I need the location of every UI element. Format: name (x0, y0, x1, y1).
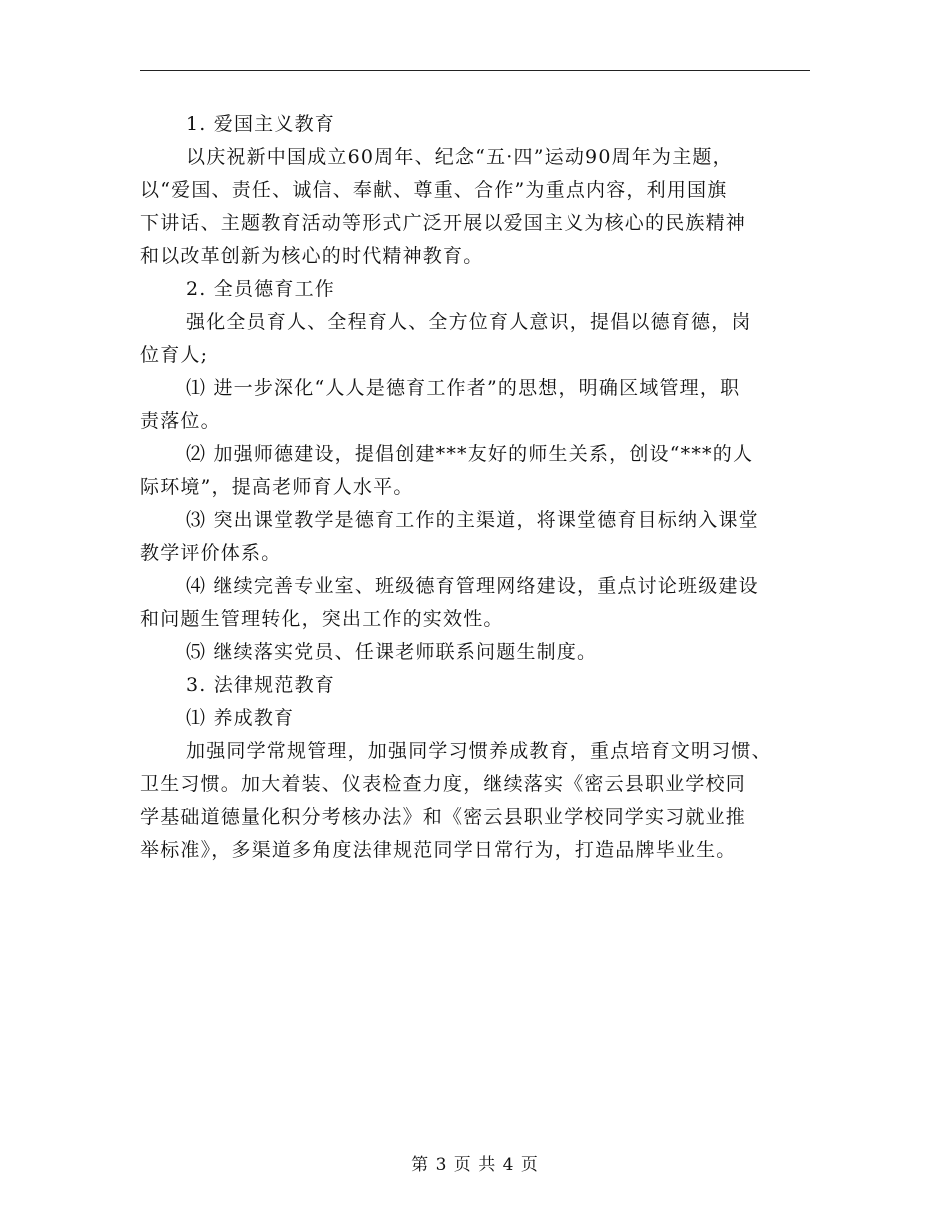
text-line: 和问题生管理转化，突出工作的实效性。 (140, 608, 504, 630)
header-rule (140, 70, 810, 71)
text-line: 责落位。 (140, 410, 221, 432)
text-line: 学基础道德量化积分考核办法》和《密云县职业学校同学实习就业推 (140, 806, 747, 828)
text-line: 1. 爱国主义教育 (186, 113, 335, 135)
text-line: ⑴ 进一步深化“人人是德育工作者”的思想，明确区域管理，职 (186, 377, 741, 399)
text-line: 下讲话、主题教育活动等形式广泛开展以爱国主义为核心的民族精神 (140, 212, 747, 234)
text-line: 强化全员育人、全程育人、全方位育人意识，提倡以德育德，岗 (186, 311, 752, 333)
text-line: 加强同学常规管理，加强同学习惯养成教育，重点培育文明习惯、 (186, 740, 772, 762)
text-line: ⑵ 加强师德建设，提倡创建***友好的师生关系，创设“***的人 (186, 443, 754, 465)
text-line: 卫生习惯。加大着装、仪表检查力度，继续落实《密云县职业学校同 (140, 773, 747, 795)
text-line: ⑷ 继续完善专业室、班级德育管理网络建设，重点讨论班级建设 (186, 575, 759, 597)
text-line: 以“爱国、责任、诚信、奉献、尊重、合作”为重点内容，利用国旗 (140, 179, 728, 201)
text-line: ⑶ 突出课堂教学是德育工作的主渠道，将课堂德育目标纳入课堂 (186, 509, 759, 531)
text-line: 和以改革创新为核心的时代精神教育。 (140, 245, 484, 267)
text-line: 教学评价体系。 (140, 542, 282, 564)
text-line: ⑴ 养成教育 (186, 707, 295, 729)
text-line: 3. 法律规范教育 (186, 674, 335, 696)
text-line: 举标准》，多渠道多角度法律规范同学日常行为，打造品牌毕业生。 (140, 839, 737, 861)
document-body (140, 108, 810, 867)
text-line: 位育人; (140, 344, 209, 366)
text-line: 际环境”，提高老师育人水平。 (140, 476, 414, 498)
text-line: ⑸ 继续落实党员、任课老师联系问题生制度。 (186, 641, 598, 663)
page-footer: 第 3 页 共 4 页 (411, 1155, 539, 1175)
text-line: 2. 全员德育工作 (186, 278, 335, 300)
text-line: 以庆祝新中国成立60周年、纪念“五·四”运动90周年为主题， (186, 146, 733, 168)
